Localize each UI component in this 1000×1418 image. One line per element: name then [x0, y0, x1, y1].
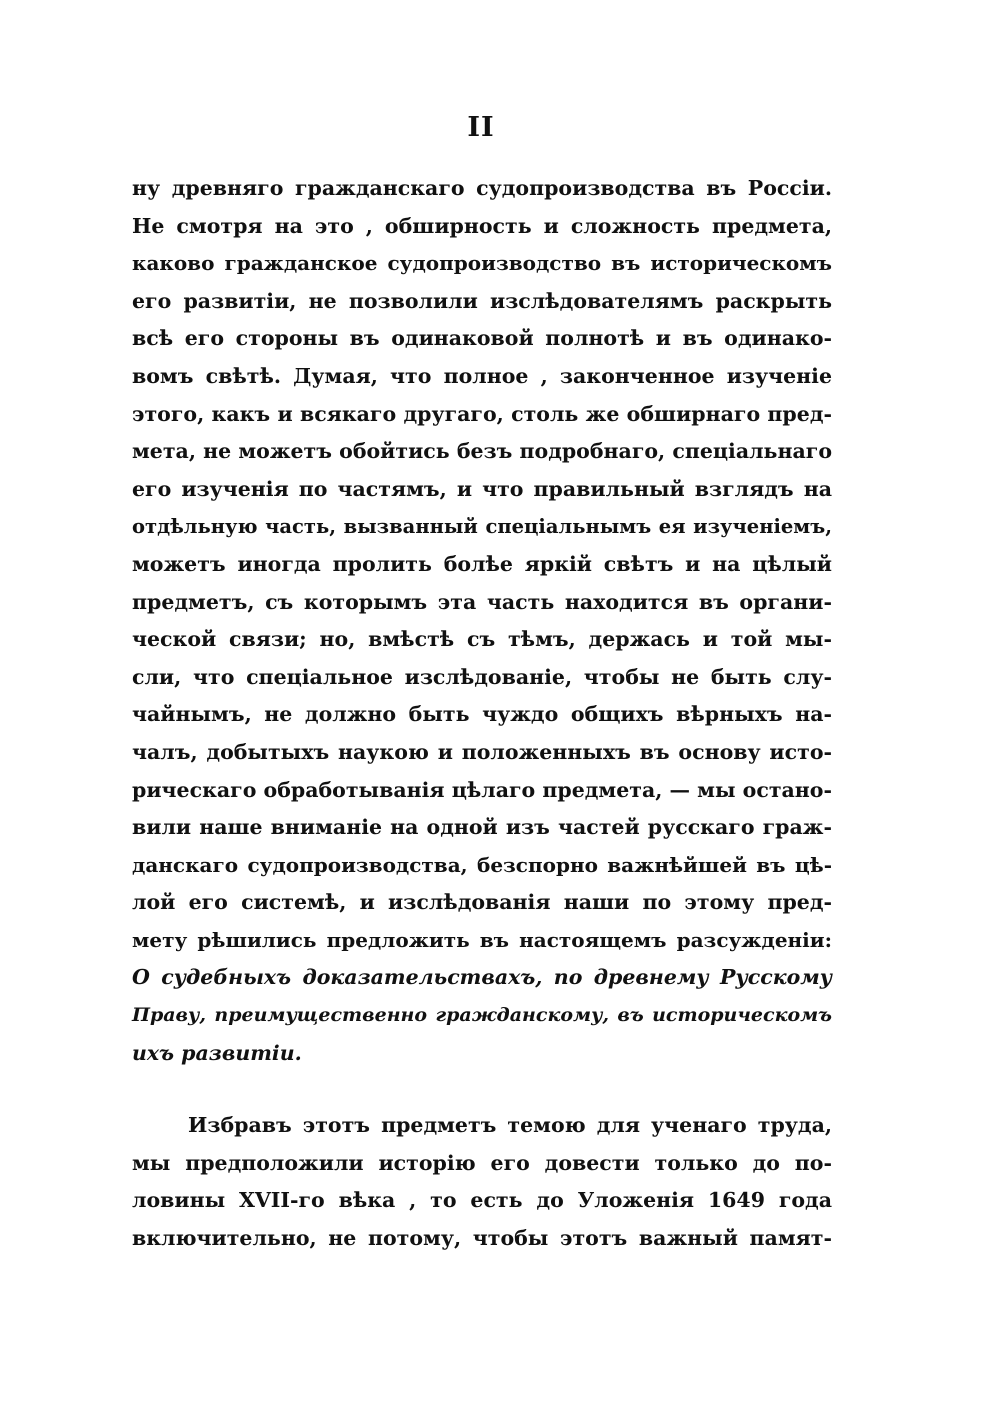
italic-title-line: ихъ развитіи. — [132, 1040, 302, 1065]
text-line: мета, не можетъ обойтись безъ подробнаго, спеціальнаго — [132, 439, 832, 464]
text-line: можетъ иногда пролить болѣе яркій свѣтъ и на цѣлый — [132, 551, 832, 576]
text-line: включительно, не потому, чтобы этотъ важный памят- — [132, 1225, 832, 1250]
text-line: предметъ, съ которымъ эта часть находится въ органи- — [132, 589, 832, 614]
text-line: лой его системѣ, и изслѣдованія наши по этому пред- — [132, 890, 832, 915]
text-line: чайнымъ, не должно быть чуждо общихъ вѣрныхъ на- — [132, 702, 832, 727]
text-line: вили наше вниманіе на одной изъ частей русскаго граж- — [132, 815, 832, 840]
text-line: этого, какъ и всякаго другаго, столь же обширнаго пред- — [132, 401, 832, 426]
text-line: его изученія по частямъ, и что правильный взглядъ на — [132, 476, 832, 501]
text-line: ческой связи; но, вмѣстѣ съ тѣмъ, держась и той мы- — [132, 627, 832, 652]
text-line: данскаго судопроизводства, безспорно важнѣйшей въ цѣ- — [132, 852, 832, 877]
paragraph-1 — [132, 170, 832, 1072]
text-line: вомъ свѣтѣ. Думая, что полное , законченное изученіе — [132, 363, 832, 388]
page-number: II — [467, 112, 495, 143]
text-line: Избравъ этотъ предметъ темою для ученаго труда, — [188, 1113, 832, 1137]
text-line: отдѣльную часть, вызванный спеціальнымъ ея изученіемъ, — [132, 515, 832, 539]
text-line: Не смотря на это , обширность и сложность предмета, — [132, 213, 832, 238]
text-line: всѣ его стороны въ одинаковой полнотѣ и въ одинако- — [132, 326, 832, 351]
text-line: его развитіи, не позволили изслѣдователямъ раскрыть — [132, 288, 832, 313]
italic-title-line: Праву, преимущественно гражданскому, въ историческомъ — [132, 1004, 832, 1027]
text-line: мы предположили исторію его довести только до по- — [132, 1150, 832, 1175]
text-line: каково гражданское судопроизводство въ историческомъ — [132, 251, 832, 276]
text-line: мету рѣшились предложить въ настоящемъ разсужденіи: — [132, 927, 832, 952]
paragraph-2 — [132, 1107, 832, 1257]
text-line: ну древняго гражданскаго судопроизводства въ Россіи. — [132, 176, 832, 200]
text-line: ловины XVII-го вѣка , то есть до Уложенія 1649 года — [132, 1188, 832, 1213]
text-line: чалъ, добытыхъ наукою и положенныхъ въ основу исто- — [132, 739, 832, 764]
italic-title-line: О судебныхъ доказательствахъ, по древнему Русскому — [132, 965, 832, 990]
text-line: сли, что спеціальное изслѣдованіе, чтобы не быть слу- — [132, 664, 832, 689]
text-line: рическаго обработыванія цѣлаго предмета, — мы остано- — [132, 777, 832, 802]
